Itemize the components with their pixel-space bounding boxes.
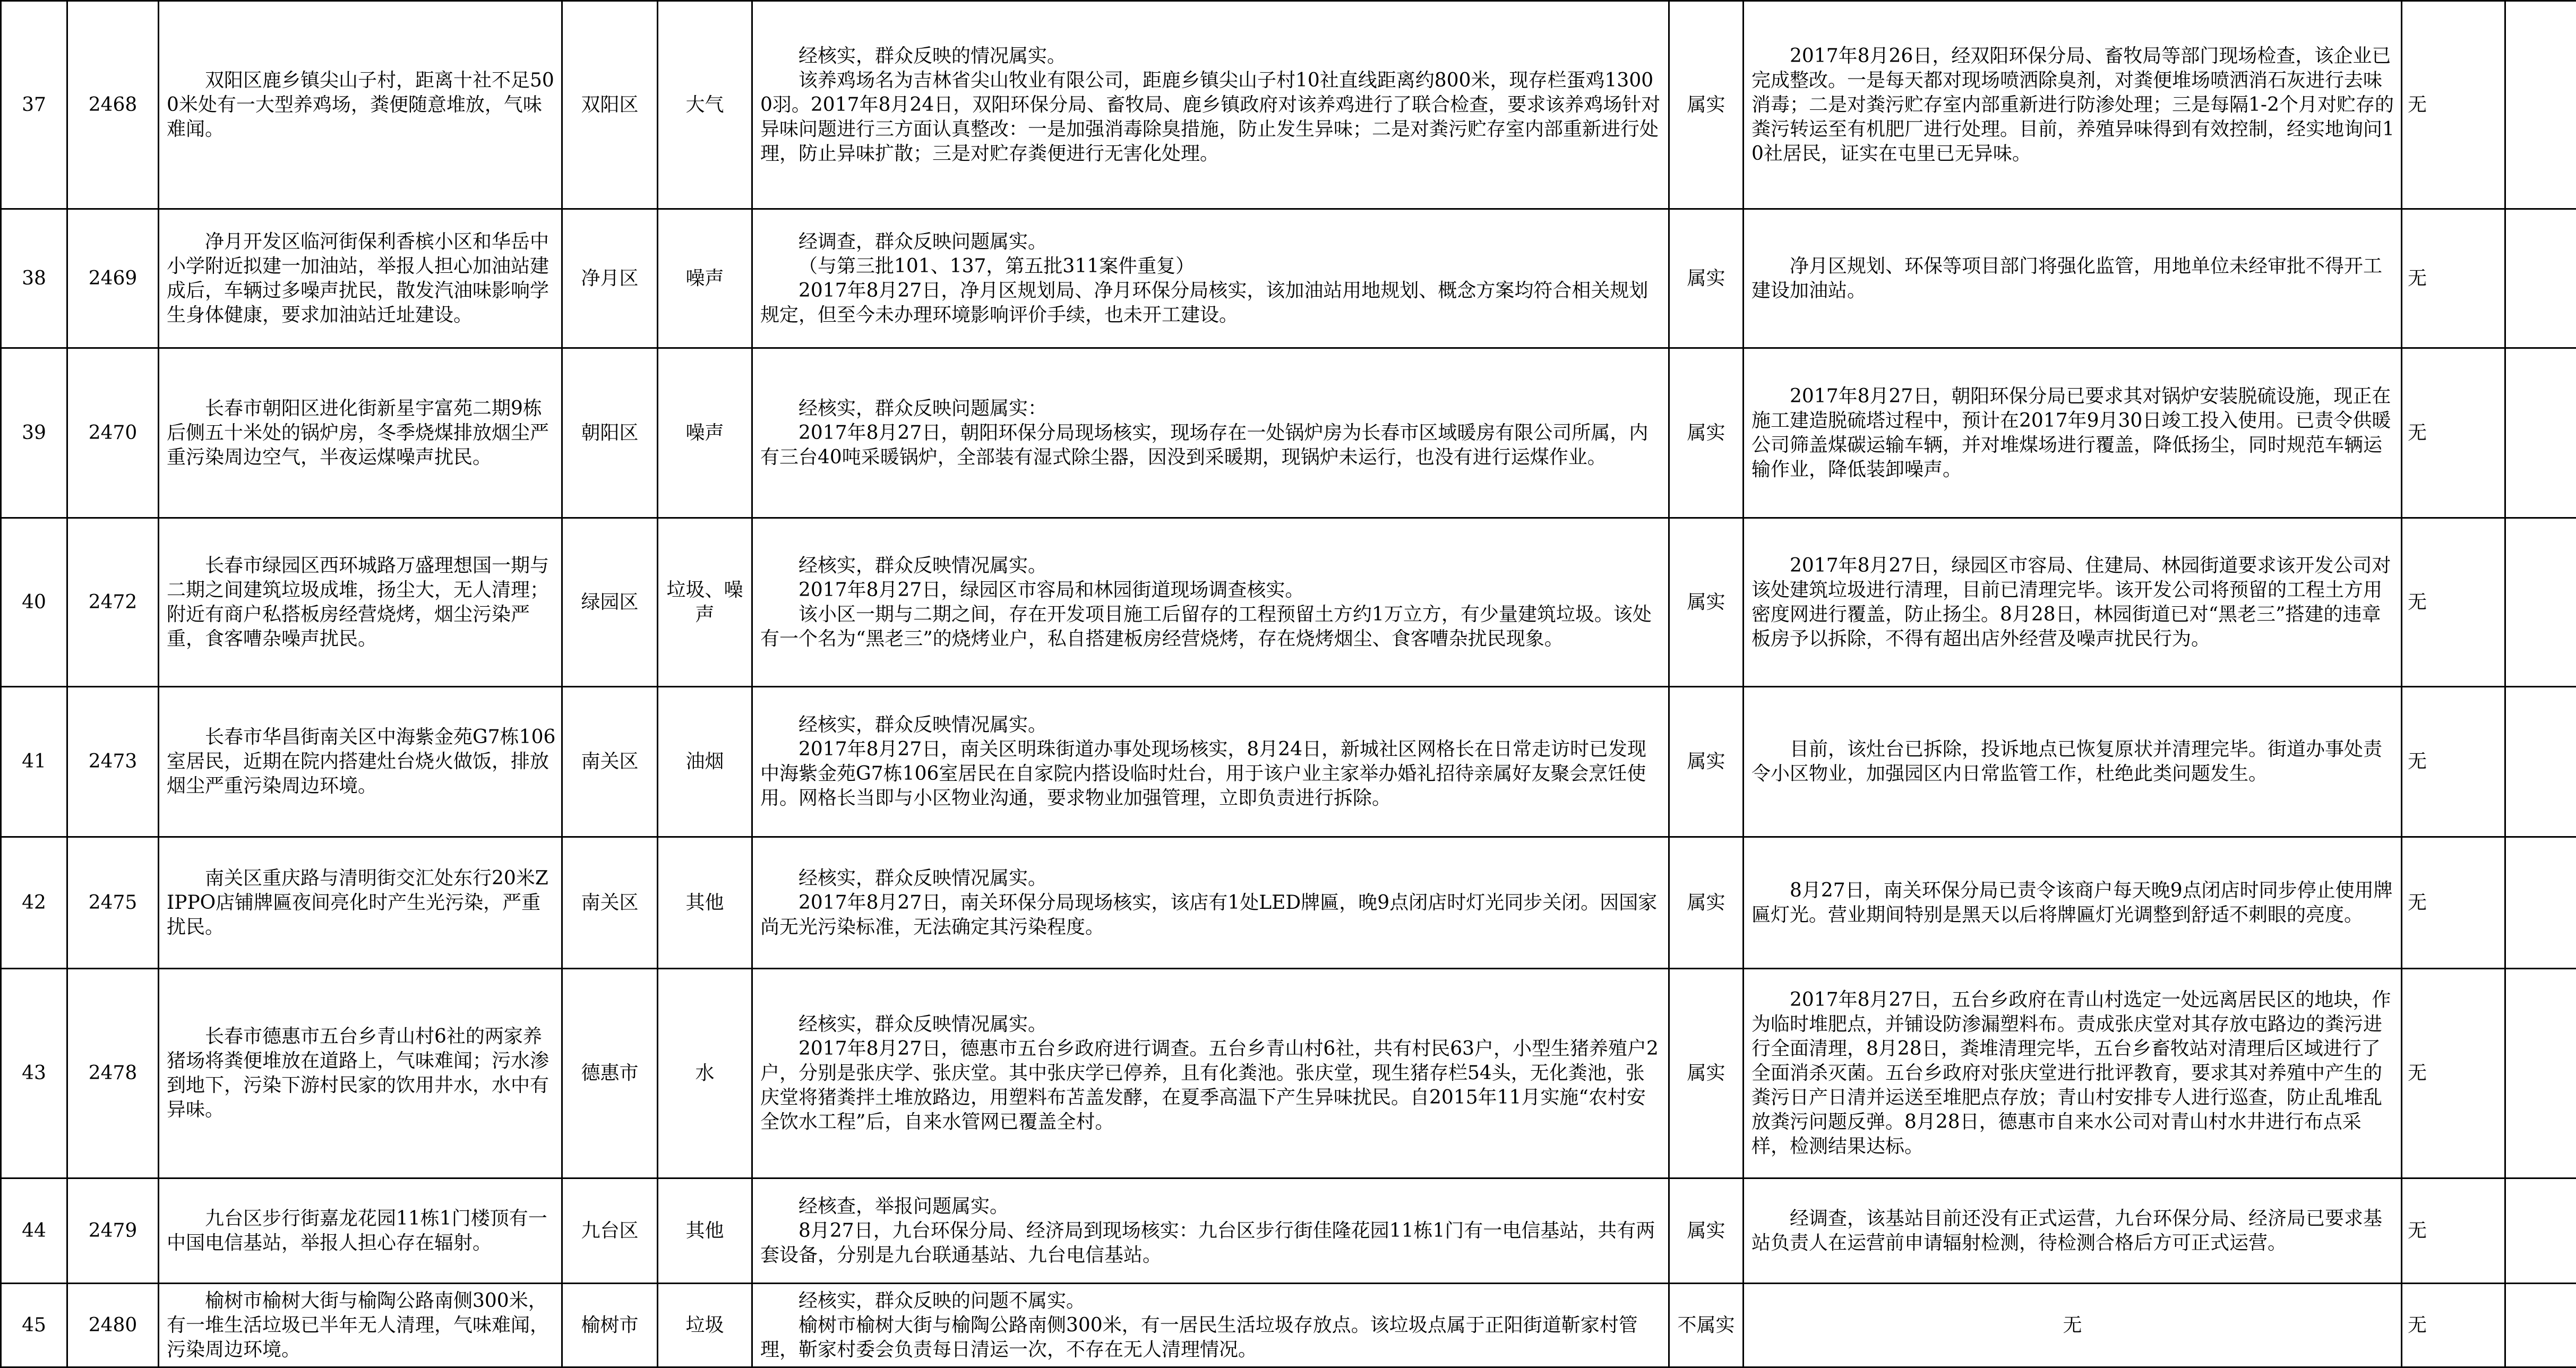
- handling-cell: [1744, 1, 2402, 209]
- complaint-text: 长春市华昌街南关区中海紫金苑G7栋106室居民，近期在院内搭建灶台烧火做饭，排放烟尘严重污染周边环境。: [167, 725, 556, 798]
- accountability-cell: 无: [2402, 1284, 2505, 1367]
- verification-cell: [752, 209, 1669, 348]
- district-cell: 南关区: [562, 687, 658, 837]
- case-id-cell: 2472: [67, 518, 159, 687]
- remark-cell: [2505, 518, 2576, 687]
- complaint-cell: [159, 1178, 562, 1284]
- case-id-cell: 2473: [67, 687, 159, 837]
- handling-text: 2017年8月27日，绿园区市容局、住建局、林园街道要求该开发公司对该处建筑垃圾进行清理，目前已清理完毕。该开发公司将预留的工程土方用密度网进行覆盖，防止扬尘。8月28日，林园街道已对“黑老三”搭建的违章板房予以拆除，不得有超出店外经营及噪声扰民行为。: [1751, 554, 2395, 651]
- verification-paragraph: 2017年8月27日，南关环保分局现场核实，该店有1处LED牌匾，晚9点闭店时灯光同步关闭。因国家尚无光污染标准，无法确定其污染程度。: [760, 891, 1663, 940]
- verification-paragraph: 榆树市榆树大街与榆陶公路南侧300米，有一居民生活垃圾存放点。该垃圾点属于正阳街道靳家村管理，靳家村委会负责每日清运一次，不存在无人清理情况。: [760, 1313, 1663, 1362]
- result-cell: 属实: [1669, 1178, 1744, 1284]
- district-cell: 绿园区: [562, 518, 658, 687]
- result-cell: 不属实: [1669, 1284, 1744, 1367]
- verification-paragraph: 8月27日，九台环保分局、经济局到现场核实：九台区步行街佳隆花园11栋1门有一电信基站，共有两套设备，分别是九台联通基站、九台电信基站。: [760, 1219, 1663, 1268]
- complaint-text: 长春市德惠市五台乡青山村6社的两家养猪场将粪便堆放在道路上，气味难闻；污水渗到地下，污染下游村民家的饮用井水，水中有异味。: [167, 1025, 556, 1122]
- complaint-cell: [159, 837, 562, 969]
- verification-paragraph: 经调查，群众反映问题属实。: [760, 230, 1663, 254]
- row-number-cell: 40: [1, 518, 67, 687]
- verification-paragraph: 经核实，群众反映的情况属实。: [760, 44, 1663, 68]
- row-number-cell: 42: [1, 837, 67, 969]
- result-cell: 属实: [1669, 837, 1744, 969]
- result-cell: 属实: [1669, 209, 1744, 348]
- remark-cell: [2505, 1284, 2576, 1367]
- case-id-cell: 2479: [67, 1178, 159, 1284]
- type-cell: 噪声: [658, 348, 752, 518]
- result-cell: 属实: [1669, 1, 1744, 209]
- accountability-cell: 无: [2402, 348, 2505, 518]
- handling-cell: [1744, 1284, 2402, 1367]
- verification-cell: [752, 969, 1669, 1178]
- table-row: [1, 1284, 2576, 1367]
- district-cell: 朝阳区: [562, 348, 658, 518]
- accountability-cell: 无: [2402, 969, 2505, 1178]
- accountability-cell: 无: [2402, 518, 2505, 687]
- table-row: [1, 687, 2576, 837]
- case-id-cell: 2470: [67, 348, 159, 518]
- remark-cell: [2505, 1178, 2576, 1284]
- handling-text: 2017年8月26日，经双阳环保分局、畜牧局等部门现场检查，该企业已完成整改。一是每天都对现场喷洒除臭剂，对粪便堆场喷洒消石灰进行去味消毒；二是对粪污贮存室内部重新进行防渗处理；三是每隔1-2个月对贮存的粪污转运至有机肥厂进行处理。目前，养殖异味得到有效控制，经实地询问10社居民，证实在屯里已无异味。: [1751, 44, 2395, 166]
- case-id-cell: 2469: [67, 209, 159, 348]
- result-cell: 属实: [1669, 348, 1744, 518]
- verification-cell: [752, 837, 1669, 969]
- handling-text: 2017年8月27日，朝阳环保分局已要求其对锅炉安装脱硫设施，现正在施工建造脱硫塔过程中，预计在2017年9月30日竣工投入使用。已责令供暖公司筛盖煤碳运输车辆，并对堆煤场进行覆盖，降低扬尘，同时规范车辆运输作业，降低装卸噪声。: [1751, 384, 2395, 482]
- verification-paragraph: 该小区一期与二期之间，存在开发项目施工后留存的工程预留土方约1万立方，有少量建筑垃圾。该处有一个名为“黑老三”的烧烤业户，私自搭建板房经营烧烤，存在烧烤烟尘、食客嘈杂扰民现象。: [760, 603, 1663, 651]
- district-cell: 榆树市: [562, 1284, 658, 1367]
- district-cell: 双阳区: [562, 1, 658, 209]
- type-cell: 其他: [658, 1178, 752, 1284]
- handling-text: 8月27日，南关环保分局已责令该商户每天晚9点闭店时同步停止使用牌匾灯光。营业期间特别是黑天以后将牌匾灯光调整到舒适不刺眼的亮度。: [1751, 879, 2395, 927]
- remark-cell: [2505, 1, 2576, 209]
- complaint-cell: [159, 209, 562, 348]
- type-cell: 垃圾: [658, 1284, 752, 1367]
- handling-text: 目前，该灶台已拆除，投诉地点已恢复原状并清理完毕。街道办事处责令小区物业，加强园区内日常监管工作，杜绝此类问题发生。: [1751, 737, 2395, 786]
- table-body: [1, 1, 2576, 1367]
- district-cell: 九台区: [562, 1178, 658, 1284]
- complaint-cell: [159, 348, 562, 518]
- handling-text: 无: [1746, 1313, 2399, 1338]
- remark-cell: [2505, 209, 2576, 348]
- table-row: [1, 518, 2576, 687]
- verification-cell: [752, 1178, 1669, 1284]
- district-cell: 南关区: [562, 837, 658, 969]
- case-id-cell: 2478: [67, 969, 159, 1178]
- table-row: [1, 969, 2576, 1178]
- complaint-cell: [159, 1284, 562, 1367]
- handling-text: 净月区规划、环保等项目部门将强化监管，用地单位未经审批不得开工建设加油站。: [1751, 254, 2395, 303]
- type-cell: 油烟: [658, 687, 752, 837]
- type-cell: 水: [658, 969, 752, 1178]
- handling-cell: [1744, 687, 2402, 837]
- table-row: [1, 837, 2576, 969]
- complaint-cell: [159, 518, 562, 687]
- complaint-text: 长春市绿园区西环城路万盛理想国一期与二期之间建筑垃圾成堆，扬尘大，无人清理；附近有商户私搭板房经营烧烤，烟尘污染严重，食客嘈杂噪声扰民。: [167, 554, 556, 651]
- table-row: [1, 1178, 2576, 1284]
- type-cell: 垃圾、噪声: [658, 518, 752, 687]
- table-row: [1, 209, 2576, 348]
- complaint-cell: [159, 687, 562, 837]
- row-number-cell: 43: [1, 969, 67, 1178]
- verification-paragraph: 2017年8月27日，南关区明珠街道办事处现场核实，8月24日，新城社区网格长在日常走访时已发现中海紫金苑G7栋106室居民在自家院内搭设临时灶台，用于该户业主家举办婚礼招待亲属好友聚会烹饪使用。网格长当即与小区物业沟通，要求物业加强管理，立即负责进行拆除。: [760, 737, 1663, 811]
- row-number-cell: 39: [1, 348, 67, 518]
- table-row: [1, 348, 2576, 518]
- complaint-text: 双阳区鹿乡镇尖山子村，距离十社不足500米处有一大型养鸡场，粪便随意堆放，气味难闻。: [167, 68, 556, 142]
- remark-cell: [2505, 837, 2576, 969]
- row-number-cell: 38: [1, 209, 67, 348]
- accountability-cell: 无: [2402, 1, 2505, 209]
- complaint-cell: [159, 969, 562, 1178]
- type-cell: 噪声: [658, 209, 752, 348]
- district-cell: 德惠市: [562, 969, 658, 1178]
- handling-text: 经调查，该基站目前还没有正式运营，九台环保分局、经济局已要求基站负责人在运营前申请辐射检测，待检测合格后方可正式运营。: [1751, 1207, 2395, 1255]
- handling-cell: [1744, 518, 2402, 687]
- complaint-cell: [159, 1, 562, 209]
- handling-cell: [1744, 348, 2402, 518]
- table-row: [1, 1, 2576, 209]
- handling-text: 2017年8月27日，五台乡政府在青山村选定一处远离居民区的地块，作为临时堆肥点，并铺设防渗漏塑料布。责成张庆堂对其存放屯路边的粪污进行全面清理，8月28日，粪堆清理完毕，五台乡畜牧站对清理后区域进行了全面消杀灭菌。五台乡政府对张庆堂进行批评教育，要求其对养殖中产生的粪污日产日清并运送至堆肥点存放；青山村安排专人进行巡查，防止乱堆乱放粪污问题反弹。8月28日，德惠市自来水公司对青山村水井进行布点采样，检测结果达标。: [1751, 988, 2395, 1159]
- case-id-cell: 2480: [67, 1284, 159, 1367]
- verification-paragraph: 经核实，群众反映情况属实。: [760, 866, 1663, 891]
- row-number-cell: 45: [1, 1284, 67, 1367]
- verification-cell: [752, 1, 1669, 209]
- row-number-cell: 44: [1, 1178, 67, 1284]
- remark-cell: [2505, 348, 2576, 518]
- complaint-text: 九台区步行街嘉龙花园11栋1门楼顶有一中国电信基站，举报人担心存在辐射。: [167, 1207, 556, 1255]
- handling-cell: [1744, 969, 2402, 1178]
- accountability-cell: 无: [2402, 837, 2505, 969]
- verification-paragraph: 2017年8月27日，净月区规划局、净月环保分局核实，该加油站用地规划、概念方案均符合相关规划规定，但至今未办理环境影响评价手续，也未开工建设。: [760, 279, 1663, 328]
- result-cell: 属实: [1669, 518, 1744, 687]
- complaint-text: 净月开发区临河街保利香槟小区和华岳中小学附近拟建一加油站，举报人担心加油站建成后，车辆过多噪声扰民，散发汽油味影响学生身体健康，要求加油站迁址建设。: [167, 230, 556, 328]
- accountability-cell: 无: [2402, 209, 2505, 348]
- complaint-text: 榆树市榆树大街与榆陶公路南侧300米，有一堆生活垃圾已半年无人清理，气味难闻，污染周边环境。: [167, 1289, 556, 1362]
- verification-paragraph: 2017年8月27日，绿园区市容局和林园街道现场调查核实。: [760, 578, 1663, 603]
- accountability-cell: 无: [2402, 1178, 2505, 1284]
- accountability-cell: 无: [2402, 687, 2505, 837]
- case-id-cell: 2475: [67, 837, 159, 969]
- handling-cell: [1744, 209, 2402, 348]
- complaint-text: 长春市朝阳区进化街新星宇富苑二期9栋后侧五十米处的锅炉房，冬季烧煤排放烟尘严重污染周边空气，半夜运煤噪声扰民。: [167, 397, 556, 470]
- row-number-cell: 37: [1, 1, 67, 209]
- district-cell: 净月区: [562, 209, 658, 348]
- handling-cell: [1744, 837, 2402, 969]
- verification-paragraph: 经核实，群众反映情况属实。: [760, 713, 1663, 737]
- verification-cell: [752, 348, 1669, 518]
- verification-cell: [752, 1284, 1669, 1367]
- verification-paragraph: 2017年8月27日，朝阳环保分局现场核实，现场存在一处锅炉房为长春市区域暖房有限公司所属，内有三台40吨采暖锅炉，全部装有湿式除尘器，因没到采暖期，现锅炉未运行，也没有进行运煤作业。: [760, 421, 1663, 470]
- verification-paragraph: 经核实，群众反映的问题不属实。: [760, 1289, 1663, 1313]
- verification-paragraph: 2017年8月27日，德惠市五台乡政府进行调查。五台乡青山村6社，共有村民63户，小型生猪养殖户2户，分别是张庆学、张庆堂。其中张庆学已停养，且有化粪池。张庆堂，现生猪存栏54头，无化粪池，张庆堂将猪粪拌土堆放路边，用塑料布苫盖发酵，在夏季高温下产生异味扰民。自2015年11月实施“农村安全饮水工程”后，自来水管网已覆盖全村。: [760, 1037, 1663, 1134]
- result-cell: 属实: [1669, 687, 1744, 837]
- type-cell: 其他: [658, 837, 752, 969]
- remark-cell: [2505, 687, 2576, 837]
- verification-paragraph: （与第三批101、137，第五批311案件重复）: [760, 254, 1663, 279]
- remark-cell: [2505, 969, 2576, 1178]
- verification-cell: [752, 687, 1669, 837]
- complaint-text: 南关区重庆路与清明街交汇处东行20米ZIPPO店铺牌匾夜间亮化时产生光污染，严重扰民。: [167, 866, 556, 940]
- verification-paragraph: 该养鸡场名为吉林省尖山牧业有限公司，距鹿乡镇尖山子村10社直线距离约800米，现存栏蛋鸡13000羽。2017年8月24日，双阳环保分局、畜牧局、鹿乡镇政府对该养鸡进行了联合检查，要求该养鸡场针对异味问题进行三方面认真整改：一是加强消毒除臭措施，防止发生异味；二是对粪污贮存室内部重新进行处理，防止异味扩散；三是对贮存粪便进行无害化处理。: [760, 68, 1663, 166]
- handling-cell: [1744, 1178, 2402, 1284]
- verification-paragraph: 经核实，群众反映情况属实。: [760, 1012, 1663, 1037]
- row-number-cell: 41: [1, 687, 67, 837]
- verification-paragraph: 经核实，群众反映情况属实。: [760, 554, 1663, 578]
- type-cell: 大气: [658, 1, 752, 209]
- verification-paragraph: 经核查，举报问题属实。: [760, 1194, 1663, 1219]
- case-id-cell: 2468: [67, 1, 159, 209]
- verification-paragraph: 经核实，群众反映问题属实：: [760, 397, 1663, 421]
- result-cell: 属实: [1669, 969, 1744, 1178]
- verification-cell: [752, 518, 1669, 687]
